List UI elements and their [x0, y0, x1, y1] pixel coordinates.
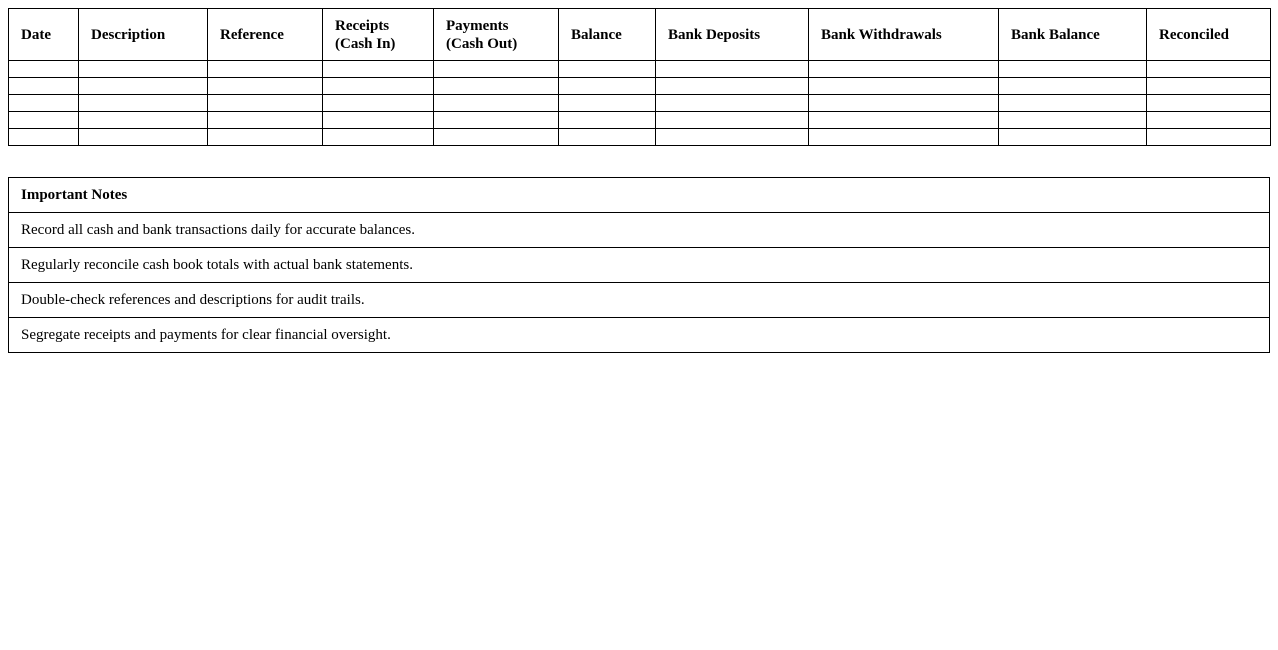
- table-cell[interactable]: [208, 112, 323, 129]
- table-cell[interactable]: [323, 95, 434, 112]
- table-cell[interactable]: [9, 61, 79, 78]
- table-cell[interactable]: [79, 78, 208, 95]
- table-cell[interactable]: [999, 129, 1147, 146]
- table-cell[interactable]: [79, 95, 208, 112]
- list-item: [9, 318, 1270, 353]
- table-row: [9, 78, 1271, 95]
- table-header-row: [9, 9, 1271, 61]
- table-cell[interactable]: [79, 61, 208, 78]
- column-header-balance: Balance: [559, 9, 656, 61]
- table-cell[interactable]: [656, 129, 809, 146]
- table-cell[interactable]: [9, 95, 79, 112]
- table-cell[interactable]: [559, 61, 656, 78]
- column-header-reconciled: Reconciled: [1147, 9, 1271, 61]
- table-cell[interactable]: [208, 78, 323, 95]
- table-cell[interactable]: [434, 112, 559, 129]
- table-cell[interactable]: [208, 95, 323, 112]
- table-cell[interactable]: [1147, 61, 1271, 78]
- table-cell[interactable]: [1147, 95, 1271, 112]
- column-header-reference: Reference: [208, 9, 323, 61]
- table-cell[interactable]: [79, 112, 208, 129]
- table-cell[interactable]: [809, 112, 999, 129]
- table-cell[interactable]: [559, 78, 656, 95]
- table-cell[interactable]: [559, 129, 656, 146]
- table-cell[interactable]: [434, 129, 559, 146]
- table-cell[interactable]: [323, 112, 434, 129]
- table-row: [9, 129, 1271, 146]
- table-cell[interactable]: [434, 61, 559, 78]
- table-cell[interactable]: [1147, 112, 1271, 129]
- table-cell[interactable]: [809, 129, 999, 146]
- table-row: [9, 112, 1271, 129]
- table-row: [9, 61, 1271, 78]
- table-cell[interactable]: [809, 61, 999, 78]
- note-text: Double-check references and descriptions for audit trails.: [9, 283, 1270, 318]
- table-cell[interactable]: [559, 112, 656, 129]
- table-cell[interactable]: [999, 61, 1147, 78]
- table-cell[interactable]: [809, 95, 999, 112]
- table-cell[interactable]: [9, 78, 79, 95]
- notes-title: Important Notes: [9, 178, 1270, 213]
- table-cell[interactable]: [999, 112, 1147, 129]
- note-text: Record all cash and bank transactions daily for accurate balances.: [9, 213, 1270, 248]
- table-cell[interactable]: [999, 78, 1147, 95]
- list-item: [9, 248, 1270, 283]
- table-cell[interactable]: [656, 61, 809, 78]
- column-header-bank-balance: Bank Balance: [999, 9, 1147, 61]
- table-row: [9, 95, 1271, 112]
- table-cell[interactable]: [79, 129, 208, 146]
- table-cell[interactable]: [656, 95, 809, 112]
- list-item: [9, 283, 1270, 318]
- notes-header-row: [9, 178, 1270, 213]
- note-text: Regularly reconcile cash book totals with actual bank statements.: [9, 248, 1270, 283]
- column-header-description: Description: [79, 9, 208, 61]
- table-cell[interactable]: [559, 95, 656, 112]
- table-cell[interactable]: [434, 78, 559, 95]
- table-cell[interactable]: [1147, 129, 1271, 146]
- table-cell[interactable]: [656, 78, 809, 95]
- table-cell[interactable]: [9, 129, 79, 146]
- table-cell[interactable]: [999, 95, 1147, 112]
- table-cell[interactable]: [208, 129, 323, 146]
- table-cell[interactable]: [323, 129, 434, 146]
- table-cell[interactable]: [9, 112, 79, 129]
- column-header-payments: Payments (Cash Out): [434, 9, 559, 61]
- important-notes-table: [8, 177, 1270, 353]
- table-cell[interactable]: [1147, 78, 1271, 95]
- list-item: [9, 213, 1270, 248]
- table-cell[interactable]: [208, 61, 323, 78]
- table-cell[interactable]: [434, 95, 559, 112]
- column-header-receipts: Receipts (Cash In): [323, 9, 434, 61]
- column-header-bank-withdrawals: Bank Withdrawals: [809, 9, 999, 61]
- note-text: Segregate receipts and payments for clear financial oversight.: [9, 318, 1270, 353]
- column-header-date: Date: [9, 9, 79, 61]
- cash-book-table: [8, 8, 1271, 146]
- table-cell[interactable]: [323, 61, 434, 78]
- column-header-bank-deposits: Bank Deposits: [656, 9, 809, 61]
- table-cell[interactable]: [323, 78, 434, 95]
- table-cell[interactable]: [656, 112, 809, 129]
- table-cell[interactable]: [809, 78, 999, 95]
